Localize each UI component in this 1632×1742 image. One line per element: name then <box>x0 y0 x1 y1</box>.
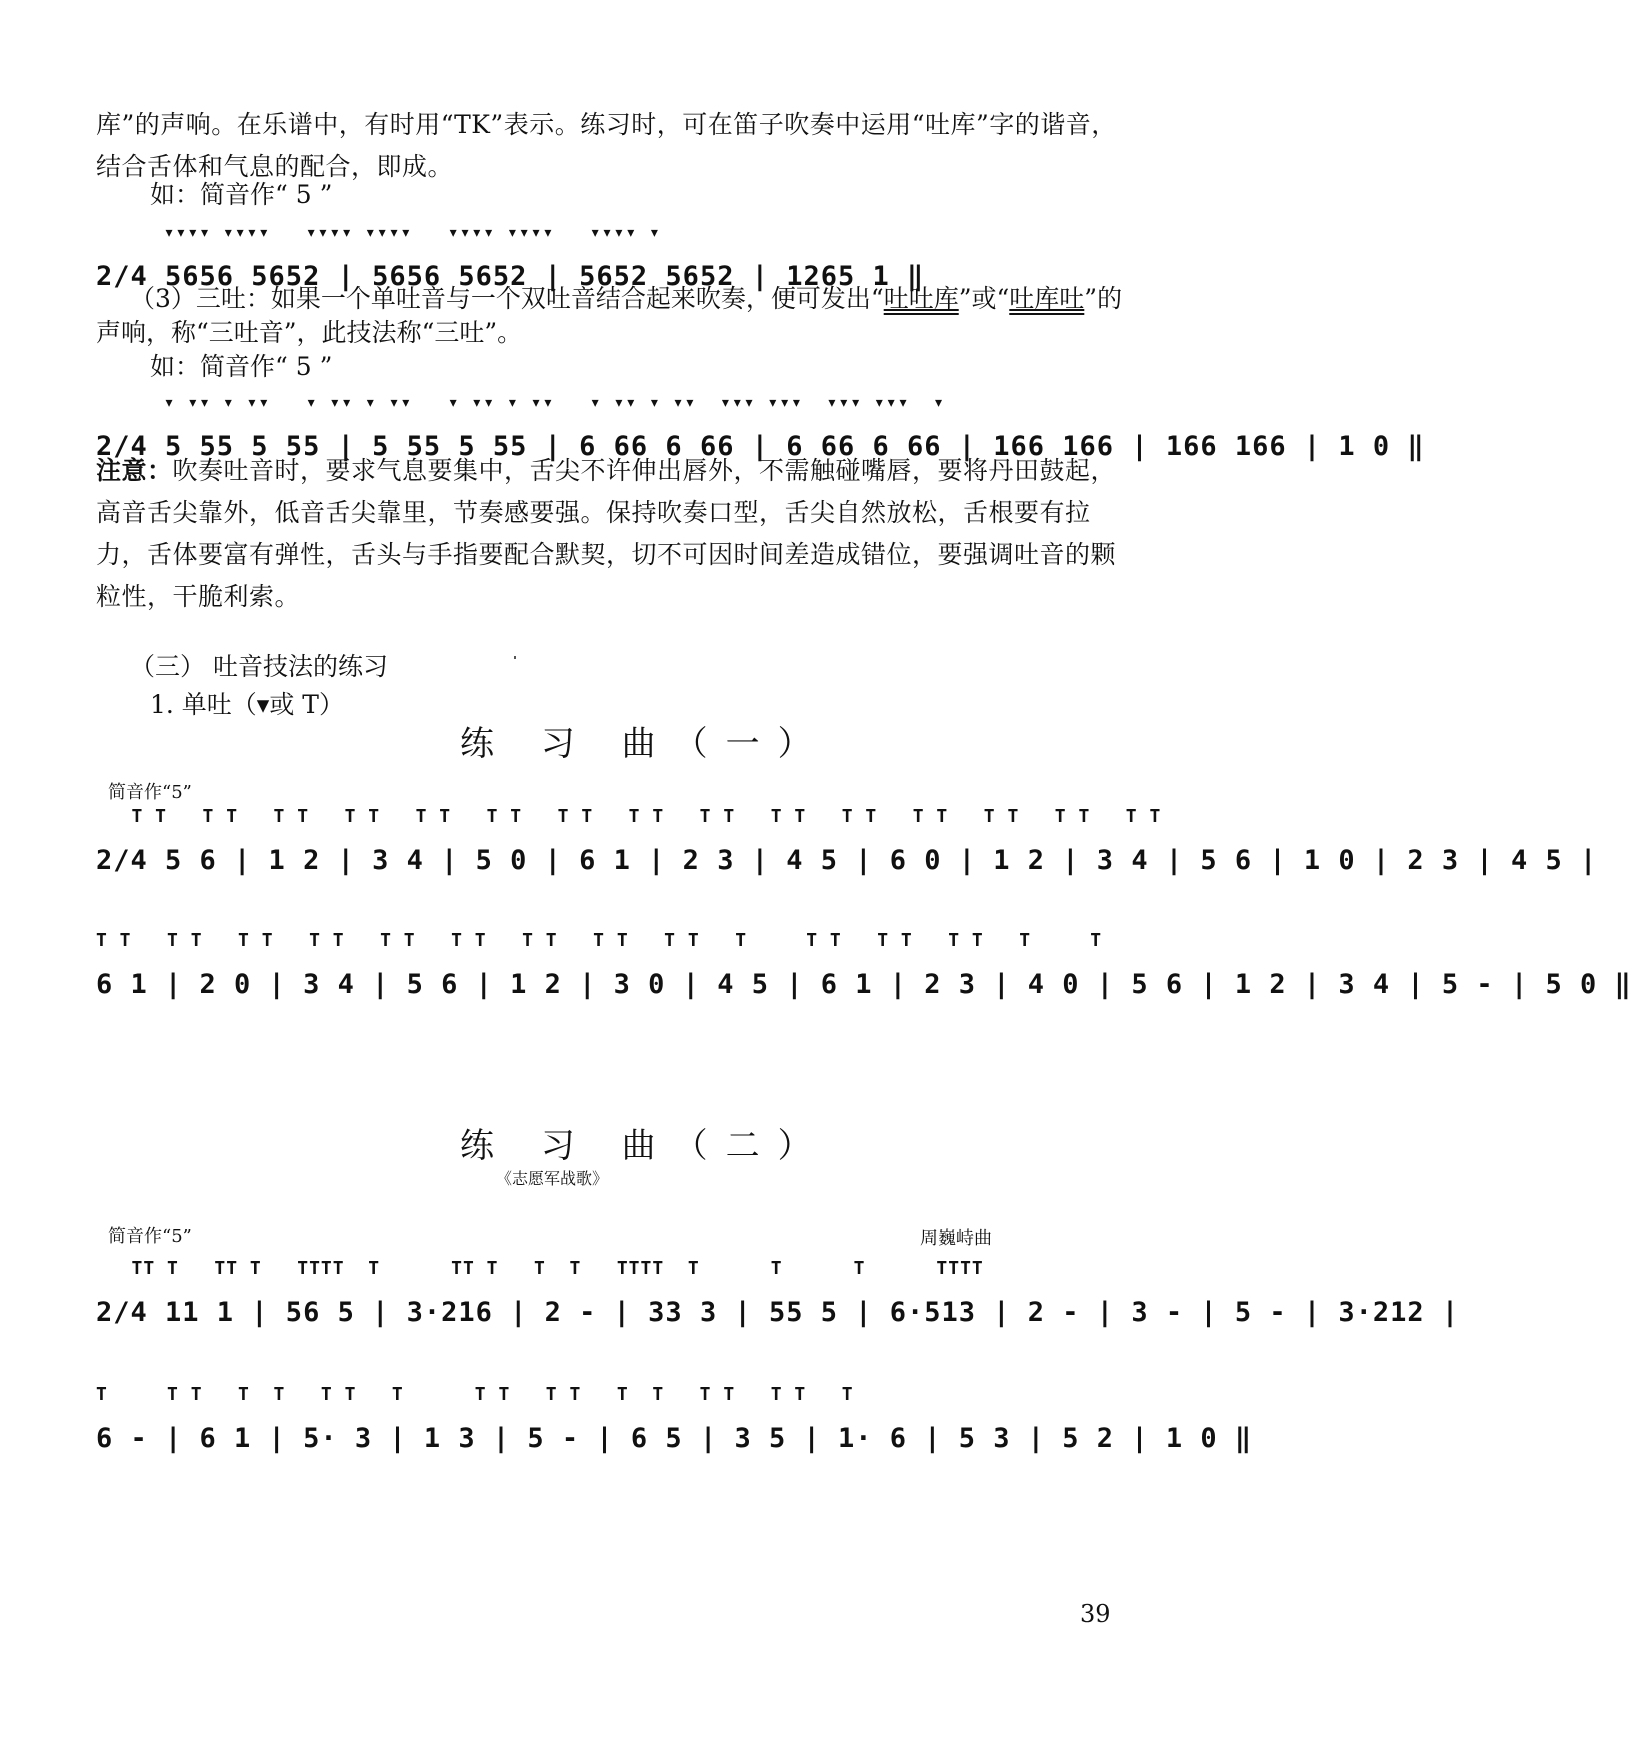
page-number: 39 <box>1080 1600 1111 1628</box>
score-notes: 2/4 5 6 | 1 2 | 3 4 | 5 0 | 6 1 | 2 3 | 4 5 | 6 0 | 1 2 | 3 4 | 5 6 | 1 0 | 2 3 | 4 5 | <box>96 845 1598 876</box>
etude-1-key: 简音作“5” <box>108 782 192 803</box>
syllable-tutuku: 吐吐库 <box>883 284 959 313</box>
composer-credit: 周巍峙曲 <box>920 1228 992 1249</box>
score-notes: 2/4 5 55 5 55 | 5 55 5 55 | 6 66 6 66 | 6 66 6 66 | 166 166 | 166 166 | 1 0 ‖ <box>96 431 1425 462</box>
text-fragment: ”的 <box>1084 284 1123 313</box>
tongue-marks: ▾▾▾▾ ▾▾▾▾ ▾▾▾▾ ▾▾▾▾ ▾▾▾▾ ▾▾▾▾ ▾▾▾▾ ▾ <box>140 222 661 243</box>
scan-speck <box>514 656 516 659</box>
score-notes: 6 1 | 2 0 | 3 4 | 5 6 | 1 2 | 3 0 | 4 5 | 6 1 | 2 3 | 4 0 | 5 6 | 1 2 | 3 4 | 5 - | 5 0 ‖ <box>96 969 1632 1000</box>
text-fragment: ”或“ <box>958 284 1010 313</box>
item-heading: 1. 单吐（▾或 T） <box>150 690 344 719</box>
note-text: 吹奏吐音时，要求气息要集中，舌尖不许伸出唇外，不需触碰嘴唇，要将丹田鼓起，高音舌尖靠外，低音舌尖靠里，节奏感要强。保持吹奏口型，舌尖自然放松，舌根要有拉力，舌体要富有弹性，舌头与手指要配合默契，切不可因时间差造成错位，要强调吐音的颗粒性，干脆利索。 <box>96 456 1117 611</box>
etude-2-key: 简音作“5” <box>108 1226 192 1247</box>
etude-2-subtitle: 《志愿军战歌》 <box>496 1169 609 1188</box>
syllable-tukutu: 吐库吐 <box>1009 284 1085 313</box>
paragraph-intro: 库”的声响。在乐谱中，有时用“TK”表示。练习时，可在笛子吹奏中运用“吐库”字的谐音，结合舌体和气息的配合，即成。 <box>96 110 1117 181</box>
tongue-marks: TT T TT T TTTT T TT T T T TTTT T T T TTTT <box>96 1258 984 1279</box>
score-notes: 6 - | 6 1 | 5· 3 | 1 3 | 5 - | 6 5 | 3 5 | 1· 6 | 5 3 | 5 2 | 1 0 ‖ <box>96 1423 1253 1454</box>
section-heading: （三） 吐音技法的练习 <box>130 652 388 681</box>
text-fragment: （3）三吐：如果一个单吐音与一个双吐音结合起来吹奏，便可发出“ <box>130 284 884 313</box>
etude-2-row-1 <box>96 1258 1460 1328</box>
etude-2-row-2 <box>96 1384 1253 1454</box>
note-paragraph <box>96 450 1136 618</box>
etude-1-row-1 <box>96 806 1598 876</box>
etude-1-row-2 <box>96 930 1632 1000</box>
tongue-marks: T T T T T T T T T T T T T T T T T T T T T T T T T T T T T T <box>96 806 1162 827</box>
paragraph-triple-tongue-cont: 声响，称“三吐音”，此技法称“三吐”。 <box>96 318 523 347</box>
example-label-2: 如：简音作“ 5 ” <box>150 352 333 381</box>
score-notes: 2/4 5656 5652 | 5656 5652 | 5652 5652 | 1265 1 ‖ <box>96 261 925 292</box>
etude-1-title: 练 习 曲（一） <box>460 724 830 764</box>
example-label-1: 如：简音作“ 5 ” <box>150 180 333 209</box>
tongue-marks: T T T T T T T T T T T T T T T T T T T T T T T T T T T <box>96 930 1103 951</box>
paragraph-triple-tongue <box>130 282 1122 316</box>
etude-2-title: 练 习 曲（二） <box>460 1126 830 1166</box>
tongue-marks: T T T T T T T T T T T T T T T T T T T <box>96 1384 854 1405</box>
tongue-marks: ▾ ▾▾ ▾ ▾▾ ▾ ▾▾ ▾ ▾▾ ▾ ▾▾ ▾ ▾▾ ▾ ▾▾ ▾ ▾▾ ▾▾▾ ▾▾▾ ▾▾▾ ▾▾▾ ▾ <box>140 392 945 413</box>
note-label: 注意： <box>96 456 173 485</box>
score-notes: 2/4 11 1 | 56 5 | 3·216 | 2 - | 33 3 | 55 5 | 6·513 | 2 - | 3 - | 5 - | 3·212 | <box>96 1297 1460 1328</box>
